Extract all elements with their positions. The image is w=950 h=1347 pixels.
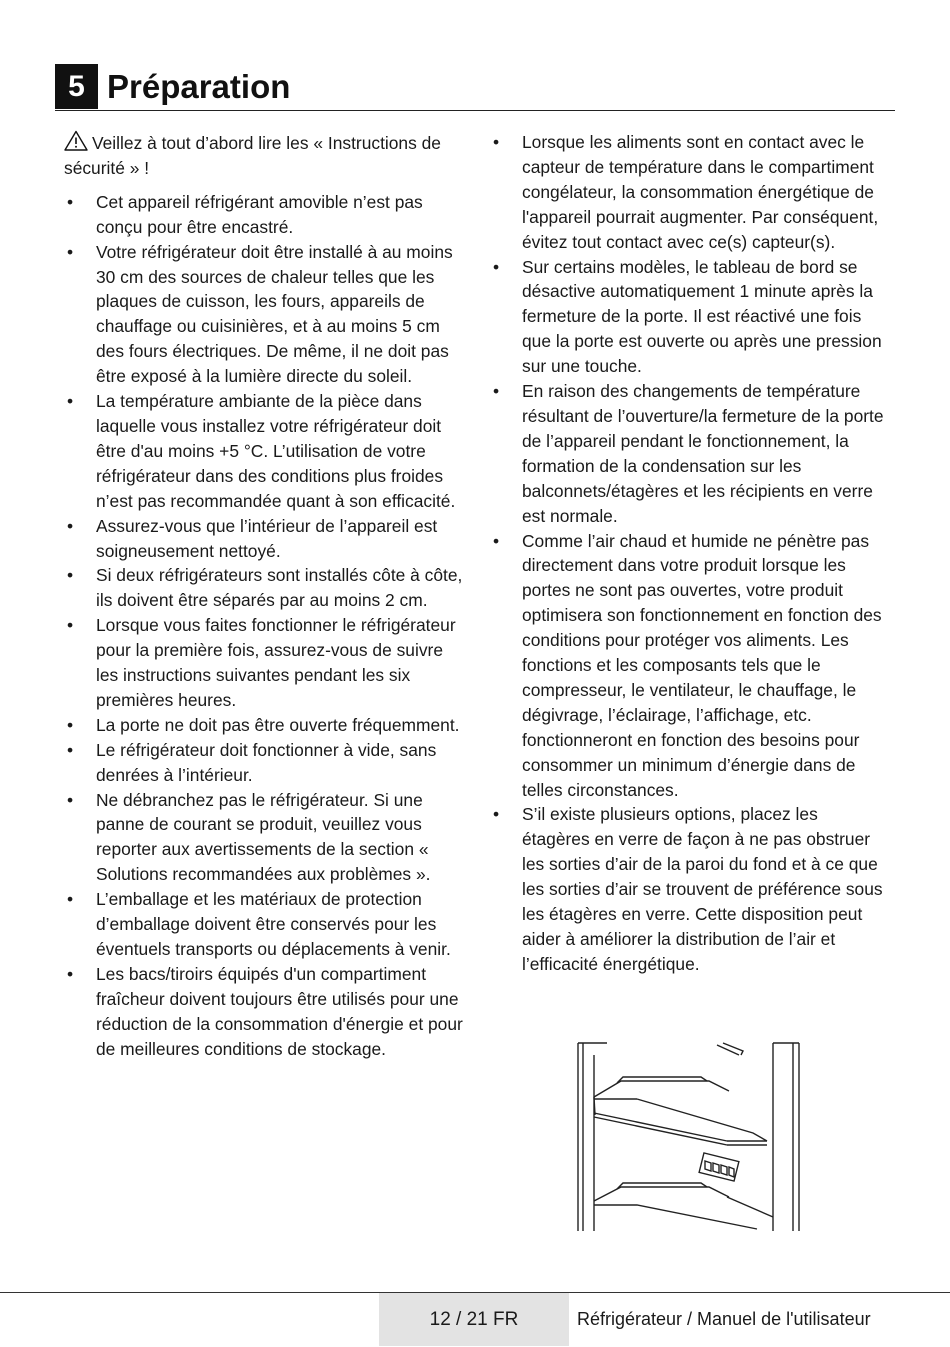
list-item bbox=[490, 379, 890, 528]
list-item-text: Comme l’air chaud et humide ne pénètre pas directement dans votre produit lorsque les portes ne sont pas ouvertes, votre produit optimisera son fonctionnement en fonction des conditions pour protéger vos aliments. Les fonctions et les composants tels que le compresseur, le ventilateur, le chauffage, le dégivrage, l’éclairage, l’affichage, etc. fonctionneront en fonction des besoins pour consommer un minimum d’énergie dans de telles circonstances. bbox=[522, 530, 882, 800]
bullet-marker: • bbox=[66, 191, 74, 212]
list-item bbox=[64, 514, 464, 564]
bullet-marker: • bbox=[66, 565, 74, 586]
section-title: Préparation bbox=[107, 68, 291, 105]
list-item-text: Les bacs/tiroirs équipés d'un compartiment fraîcheur doivent toujours être utilisés pour une réduction de la consommation d'énergie et pour de meilleures conditions de stockage. bbox=[96, 963, 463, 1059]
bullet-marker: • bbox=[66, 963, 74, 984]
list-item bbox=[490, 529, 890, 803]
bullet-marker: • bbox=[66, 739, 74, 760]
bullet-marker: • bbox=[66, 241, 74, 262]
section-header bbox=[55, 64, 895, 111]
bullet-marker: • bbox=[66, 714, 74, 735]
list-item-text: Sur certains modèles, le tableau de bord se désactive automatiquement 1 minute après la fermeture de la porte. Il est réactivé une fois que la porte est ouverte ou après une pression sur une touche. bbox=[522, 256, 882, 377]
list-item bbox=[64, 788, 464, 888]
bullet-marker: • bbox=[492, 804, 500, 825]
bullet-marker: • bbox=[66, 615, 74, 636]
list-item-text: S’il existe plusieurs options, placez les étagères en verre de façon à ne pas obstruer les sorties d’air de la paroi du fond et à ce que les sorties d’air se trouvent de préférence sous les étagères en verre. Cette disposition peut aider à améliorer la distribution de l’air et l’efficacité énergétique. bbox=[522, 804, 883, 974]
bullet-marker: • bbox=[492, 132, 500, 152]
safety-intro-text: Veillez à tout d’abord lire les « Instructions de sécurité » ! bbox=[64, 133, 441, 178]
list-item bbox=[64, 389, 464, 514]
list-item-text: Cet appareil réfrigérant amovible n’est pas conçu pour être encastré. bbox=[96, 191, 423, 237]
refrigerator-shelves-illustration bbox=[577, 1041, 800, 1231]
list-item bbox=[64, 738, 464, 788]
list-item-text: Votre réfrigérateur doit être installé à au moins 30 cm des sources de chaleur telles que les plaques de cuisson, les fours, appareils de chauffage ou cuisinières, et à au moins 5 cm des fours électriques. De même, il ne doit pas être exposé à la lumière directe du soleil. bbox=[96, 241, 453, 387]
list-item-text: Ne débranchez pas le réfrigérateur. Si une panne de courant se produit, veuillez vous reporter aux avertissements de la section « Solutions recommandées aux problèmes ». bbox=[96, 789, 431, 885]
list-item-text: Si deux réfrigérateurs sont installés côte à côte, ils doivent être séparés par au moins 2 cm. bbox=[96, 565, 463, 611]
bullet-marker: • bbox=[492, 530, 500, 551]
bullet-marker: • bbox=[66, 889, 74, 910]
list-item bbox=[64, 962, 464, 1062]
list-item-text: La porte ne doit pas être ouverte fréquemment. bbox=[96, 714, 460, 735]
document-title: Réfrigérateur / Manuel de l'utilisateur bbox=[577, 1309, 871, 1329]
bullet-marker: • bbox=[492, 381, 500, 402]
list-item bbox=[490, 130, 890, 255]
list-item bbox=[64, 563, 464, 613]
list-item bbox=[490, 255, 890, 380]
safety-intro bbox=[64, 130, 464, 181]
list-item-text: L’emballage et les matériaux de protection d’emballage doivent être conservés pour les éventuels transports ou déplacements à venir. bbox=[96, 889, 451, 959]
list-item-text: Lorsque vous faites fonctionner le réfrigérateur pour la première fois, assurez-vous de suivre les instructions suivantes pendant les six premières heures. bbox=[96, 615, 456, 710]
bullet-marker: • bbox=[66, 391, 74, 412]
list-item bbox=[64, 887, 464, 962]
left-column bbox=[64, 130, 464, 1062]
list-item-text: En raison des changements de température résultant de l’ouverture/la fermeture de la porte de l’appareil pendant le fonctionnement, la formation de la condensation sur les balconnets/étagères et les récipients en verre est normale. bbox=[522, 381, 884, 526]
list-item bbox=[64, 613, 464, 713]
list-item-text: Lorsque les aliments sont en contact avec le capteur de température dans le compartiment congélateur, la consommation énergétique de l'appareil pourrait augmenter. Par conséquent, évitez tout contact avec ce(s) capteur(s). bbox=[522, 132, 879, 252]
list-item bbox=[64, 713, 464, 738]
list-item-text: Le réfrigérateur doit fonctionner à vide, sans denrées à l’intérieur. bbox=[96, 739, 437, 785]
section-number-badge: 5 bbox=[55, 64, 98, 109]
page-number: 12 / 21 FR bbox=[379, 1293, 569, 1346]
fridge-interior-drawing bbox=[577, 1041, 800, 1231]
right-bullet-list bbox=[490, 130, 890, 977]
right-column bbox=[490, 130, 890, 977]
bullet-marker: • bbox=[66, 515, 74, 536]
list-item bbox=[64, 240, 464, 389]
bullet-marker: • bbox=[492, 256, 500, 277]
list-item bbox=[64, 190, 464, 240]
warning-triangle-icon bbox=[64, 130, 88, 151]
list-item-text: La température ambiante de la pièce dans laquelle vous installez votre réfrigérateur doit être d'au moins +5 °C. L’utilisation de votre réfrigérateur dans des conditions plus froides n’est pas recommandée quant à son efficacité. bbox=[96, 391, 456, 511]
list-item bbox=[490, 802, 890, 976]
list-item-text: Assurez-vous que l’intérieur de l’appareil est soigneusement nettoyé. bbox=[96, 515, 438, 561]
bullet-marker: • bbox=[66, 789, 74, 810]
left-bullet-list bbox=[64, 190, 464, 1062]
